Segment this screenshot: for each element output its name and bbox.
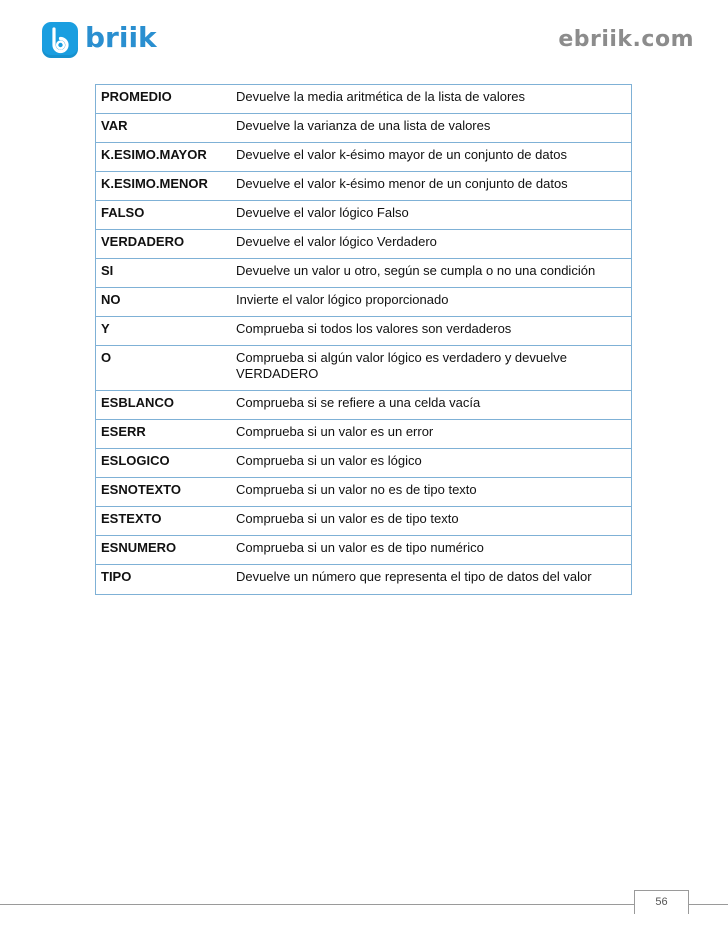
function-description: Comprueba si todos los valores son verdaderos (236, 321, 512, 336)
function-description: Comprueba si un valor es de tipo numérico (236, 540, 484, 555)
table-row (96, 449, 631, 478)
function-description: Comprueba si un valor es lógico (236, 453, 422, 468)
function-name: K.ESIMO.MAYOR (101, 147, 207, 162)
table-row (96, 391, 631, 420)
table-row (96, 259, 631, 288)
function-description: Comprueba si un valor es un error (236, 424, 434, 439)
function-description: Devuelve un número que representa el tipo de datos del valor (236, 569, 592, 584)
function-description: Devuelve el valor lógico Falso (236, 205, 409, 220)
table-row (96, 85, 631, 114)
function-description: Comprueba si un valor es de tipo texto (236, 511, 459, 526)
table-row (96, 172, 631, 201)
site-name: ebriik.com (558, 27, 694, 52)
footer-divider (0, 904, 728, 905)
function-description: Comprueba si algún valor lógico es verdadero y devuelve VERDADERO (236, 350, 567, 381)
function-description: Devuelve el valor k-ésimo menor de un conjunto de datos (236, 176, 568, 191)
function-name: PROMEDIO (101, 89, 172, 104)
briik-logo-icon (42, 22, 78, 58)
function-name: K.ESIMO.MENOR (101, 176, 208, 191)
function-description: Invierte el valor lógico proporcionado (236, 292, 449, 307)
function-description: Devuelve un valor u otro, según se cumpla o no una condición (236, 263, 596, 278)
table-row (96, 478, 631, 507)
table-row (96, 507, 631, 536)
function-name: ESNOTEXTO (101, 482, 181, 497)
function-description: Comprueba si un valor no es de tipo texto (236, 482, 477, 497)
function-name: NO (101, 292, 121, 307)
table-row (96, 201, 631, 230)
table-row (96, 536, 631, 565)
function-description: Devuelve la media aritmética de la lista de valores (236, 89, 526, 104)
function-name: TIPO (101, 569, 132, 584)
function-name: SI (101, 263, 114, 278)
table-row (96, 288, 631, 317)
table-row (96, 143, 631, 172)
function-name: VERDADERO (101, 234, 185, 249)
table-row (96, 230, 631, 259)
table-row (96, 565, 631, 594)
functions-table (95, 84, 632, 595)
function-name: FALSO (101, 205, 145, 220)
function-name: VAR (101, 118, 128, 133)
table-row (96, 420, 631, 449)
table-row (96, 114, 631, 143)
page-number: 56 (634, 890, 689, 914)
function-name: O (101, 350, 112, 365)
page-header (0, 0, 728, 72)
briik-logo[interactable] (42, 21, 157, 59)
function-description: Devuelve el valor k-ésimo mayor de un conjunto de datos (236, 147, 567, 162)
function-description: Comprueba si se refiere a una celda vacía (236, 395, 481, 410)
table-row (96, 346, 631, 391)
logo-text: briik (85, 21, 157, 54)
function-description: Devuelve el valor lógico Verdadero (236, 234, 437, 249)
function-description: Devuelve la varianza de una lista de valores (236, 118, 491, 133)
function-name: ESERR (101, 424, 146, 439)
function-name: ESNUMERO (101, 540, 177, 555)
function-name: Y (101, 321, 110, 336)
function-name: ESTEXTO (101, 511, 162, 526)
function-name: ESBLANCO (101, 395, 174, 410)
table-row (96, 317, 631, 346)
function-name: ESLOGICO (101, 453, 170, 468)
